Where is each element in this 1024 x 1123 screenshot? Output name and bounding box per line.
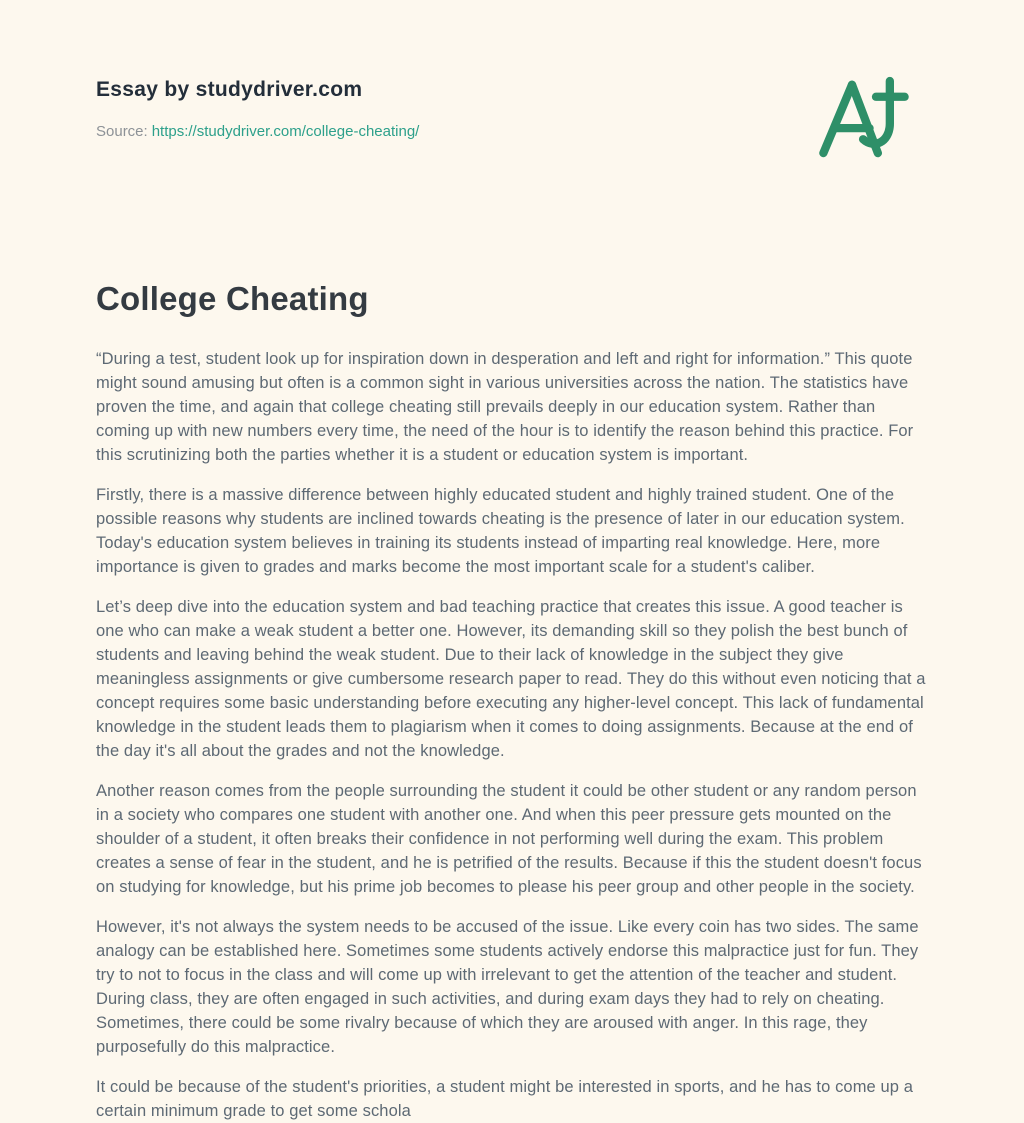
essay-body xyxy=(96,347,930,1123)
byline: Essay by studydriver.com xyxy=(96,78,363,101)
essay-paragraph: However, it's not always the system needs to be accused of the issue. Like every coin has two sides. The same analogy can be established here. Sometimes some students actively endorse this malpractice just for fun. They try to not to focus in the class and will come up with irrelevant to get the attention of the teacher and student. During class, they are often engaged in such activities, and during exam days they had to rely on cheating. Sometimes, there could be some rivalry because of which they are aroused with anger. In this rage, they purposefully do this malpractice. xyxy=(96,918,919,1056)
essay-paragraph: Another reason comes from the people surrounding the student it could be other student or any random person in a society who compares one student with another one. And when this peer pressure gets mounted on the shoulder of a student, it often breaks their confidence in not performing well during the exam. This problem creates a sense of fear in the student, and he is petrified of the results. Because if this the student doesn't focus on studying for knowledge, but his prime job becomes to please his peer group and other people in the society. xyxy=(96,782,922,896)
essay-title: College Cheating xyxy=(96,280,369,317)
source-link[interactable]: https://studydriver.com/college-cheating/ xyxy=(151,123,420,140)
document-header xyxy=(96,78,930,164)
essay-content xyxy=(96,280,930,1123)
source-line xyxy=(96,123,419,140)
essay-paragraph: Firstly, there is a massive difference between highly educated student and highly trained student. One of the possible reasons why students are inclined towards cheating is the presence of later in our education system. Today's education system believes in training its students instead of imparting real knowledge. Here, more importance is given to grades and marks become the most important scale for a student's caliber. xyxy=(96,486,905,576)
header-left xyxy=(96,78,419,140)
essay-paragraph: Let’s deep dive into the education system and bad teaching practice that creates this issue. A good teacher is one who can make a weak student a better one. However, its demanding skill so they polish the best bunch of students and leaving behind the weak student. Due to their lack of knowledge in the subject they give meaningless assignments or give cumbersome research paper to read. They do this without even noticing that a concept requires some basic understanding before executing any higher-level concept. This lack of fundamental knowledge in the student leads them to plagiarism when it comes to doing assignments. Because at the end of the day it's all about the grades and not the knowledge. xyxy=(96,598,926,760)
essay-paragraph: It could be because of the student's priorities, a student might be interested in sports, and he has to come up a certain minimum grade to get some schola xyxy=(96,1078,914,1120)
studydriver-logo-icon xyxy=(816,72,912,164)
source-label: Source: xyxy=(96,123,148,140)
essay-paragraph: “During a test, student look up for inspiration down in desperation and left and right for information.” This quote might sound amusing but often is a common sight in various universities across the nation. The statistics have proven the time, and again that college cheating still prevails deeply in our education system. Rather than coming up with new numbers every time, the need of the hour is to identify the reason behind this practice. For this scrutinizing both the parties whether it is a student or education system is important. xyxy=(96,350,914,464)
